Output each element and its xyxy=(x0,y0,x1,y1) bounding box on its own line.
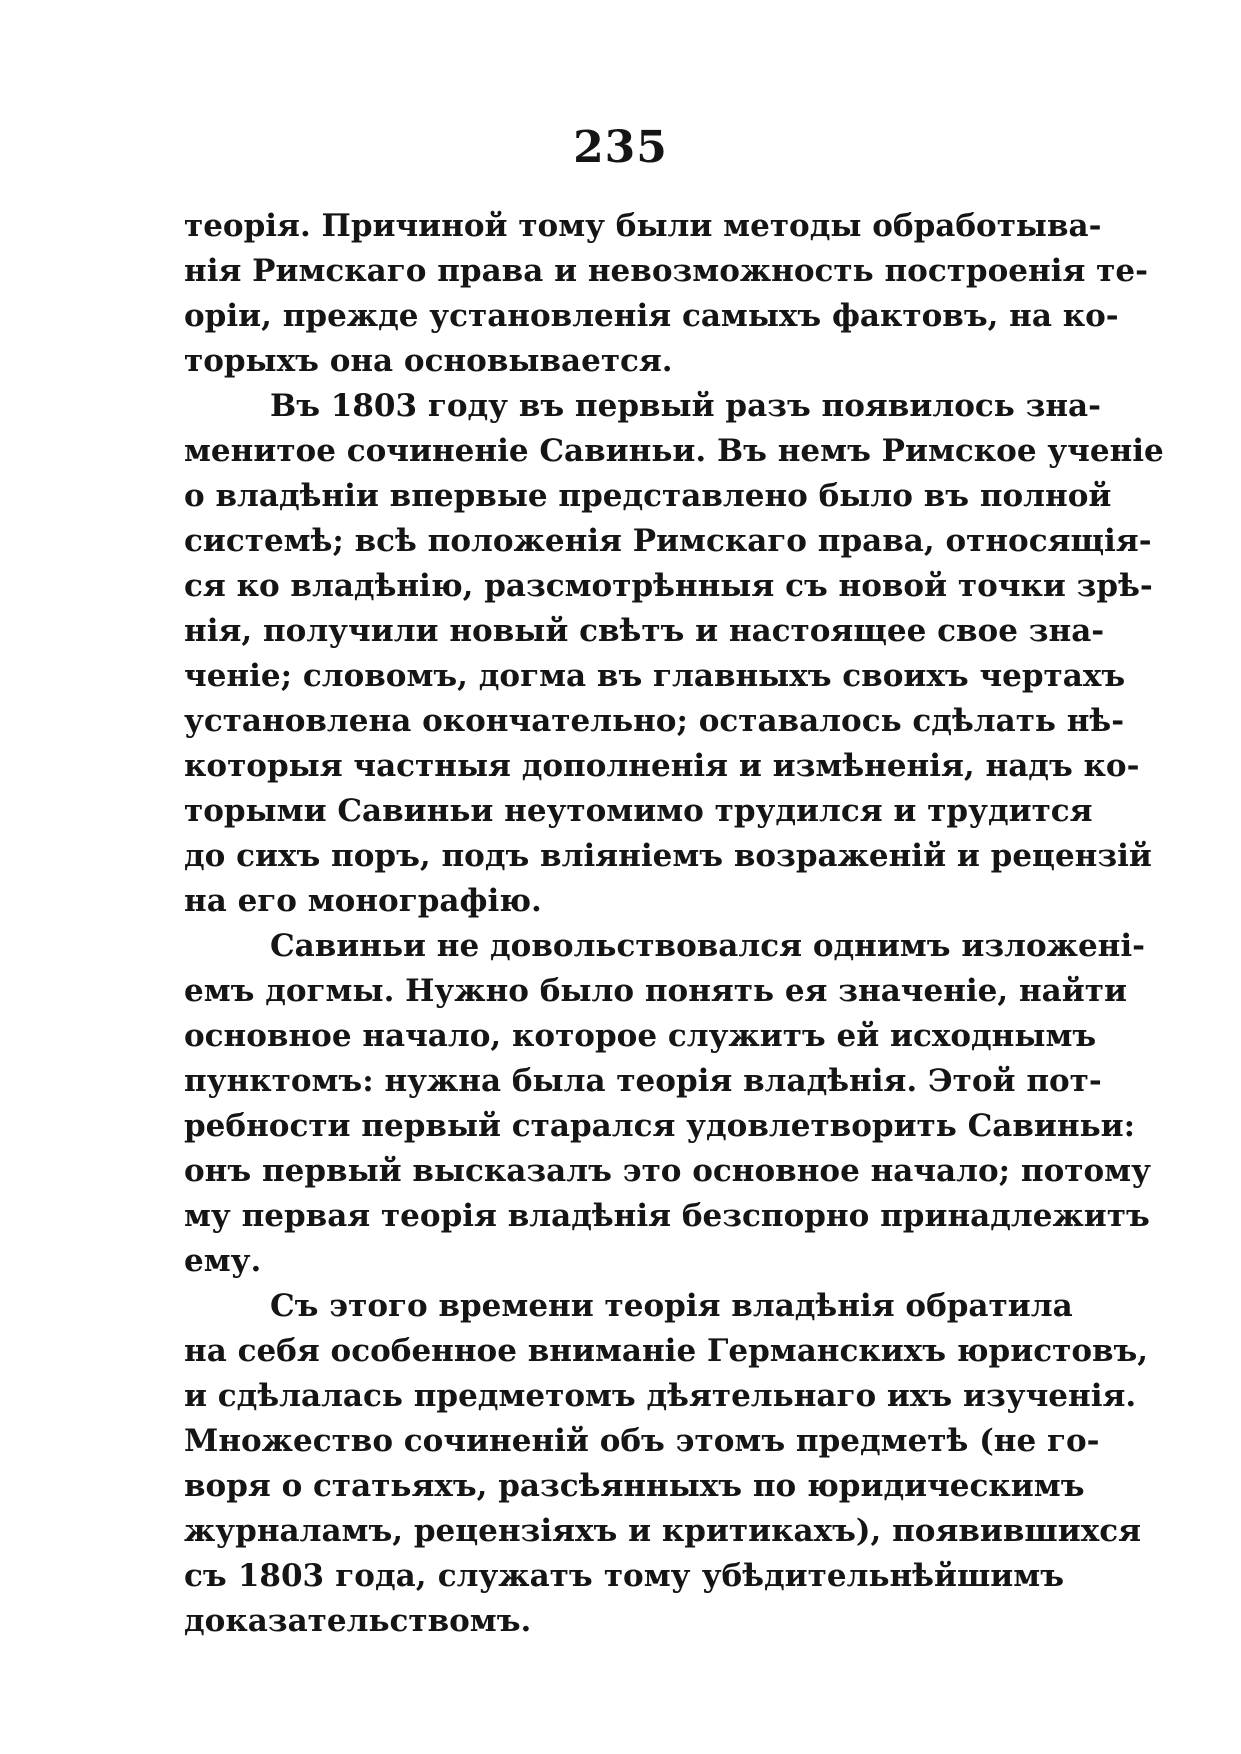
text-line: ребности первый старался удовлетворить Савиньи: xyxy=(184,1108,1136,1144)
text-line: онъ первый высказалъ это основное начало; потому xyxy=(184,1153,1151,1189)
text-line: торыхъ она основывается. xyxy=(184,343,673,379)
text-line: оріи, прежде установленія самыхъ фактовъ, на ко- xyxy=(184,298,1119,334)
text-line: ченіе; словомъ, догма въ главныхъ своихъ чертахъ xyxy=(184,658,1126,694)
text-line: воря о статьяхъ, разсѣянныхъ по юридическимъ xyxy=(184,1468,1085,1504)
text-line: торыми Савиньи неутомимо трудился и трудится xyxy=(184,793,1093,829)
text-line: и сдѣлалась предметомъ дѣятельнаго ихъ изученія. xyxy=(184,1378,1137,1414)
text-line: Множество сочиненій объ этомъ предметѣ (не го- xyxy=(184,1423,1100,1459)
text-line: емъ догмы. Нужно было понять ея значеніе, найти xyxy=(184,973,1127,1009)
paragraph xyxy=(184,1284,1149,1644)
text-line: нія, получили новый свѣтъ и настоящее свое зна- xyxy=(184,613,1105,649)
text-line: теорія. Причиной тому были методы обработыва- xyxy=(184,208,1102,244)
paragraph xyxy=(184,204,1148,384)
text-line: которыя частныя дополненія и измѣненія, надъ ко- xyxy=(184,748,1140,784)
text-line: съ 1803 года, служатъ тому убѣдительнѣйшимъ xyxy=(184,1558,1064,1594)
text-line: нія Римскаго права и невозможность построенія те- xyxy=(184,253,1148,289)
text-line: основное начало, которое служитъ ей исходнымъ xyxy=(184,1018,1097,1054)
text-line: установлена окончательно; оставалось сдѣлать нѣ- xyxy=(184,703,1125,739)
text-line: менитое сочиненіе Савиньи. Въ немъ Римское ученіе xyxy=(184,433,1164,469)
text-line: Съ этого времени теорія владѣнія обратила xyxy=(270,1288,1073,1324)
text-line: до сихъ поръ, подъ вліяніемъ возраженій и рецензій xyxy=(184,838,1152,874)
page-number: 235 xyxy=(573,122,668,173)
text-line: журналамъ, рецензіяхъ и критикахъ), появившихся xyxy=(184,1513,1142,1549)
paragraph xyxy=(184,384,1164,924)
text-line: му первая теорія владѣнія безспорно принадлежитъ xyxy=(184,1198,1150,1234)
text-line: на его монографію. xyxy=(184,883,542,919)
text-line: ему. xyxy=(184,1243,262,1279)
text-line: доказательствомъ. xyxy=(184,1603,532,1639)
text-line: о владѣніи впервые представлено было въ полной xyxy=(184,478,1112,514)
body-text xyxy=(184,204,1164,1644)
text-line: системѣ; всѣ положенія Римскаго права, относящія- xyxy=(184,523,1152,559)
text-line: ся ко владѣнію, разсмотрѣнныя съ новой точки зрѣ- xyxy=(184,568,1153,604)
text-line: на себя особенное вниманіе Германскихъ юристовъ, xyxy=(184,1333,1149,1369)
text-line: Въ 1803 году въ первый разъ появилось зна- xyxy=(270,388,1102,424)
paragraph xyxy=(184,924,1151,1284)
text-line: Савиньи не довольствовался однимъ изложені- xyxy=(270,928,1146,964)
text-line: пунктомъ: нужна была теорія владѣнія. Этой пот- xyxy=(184,1063,1102,1099)
